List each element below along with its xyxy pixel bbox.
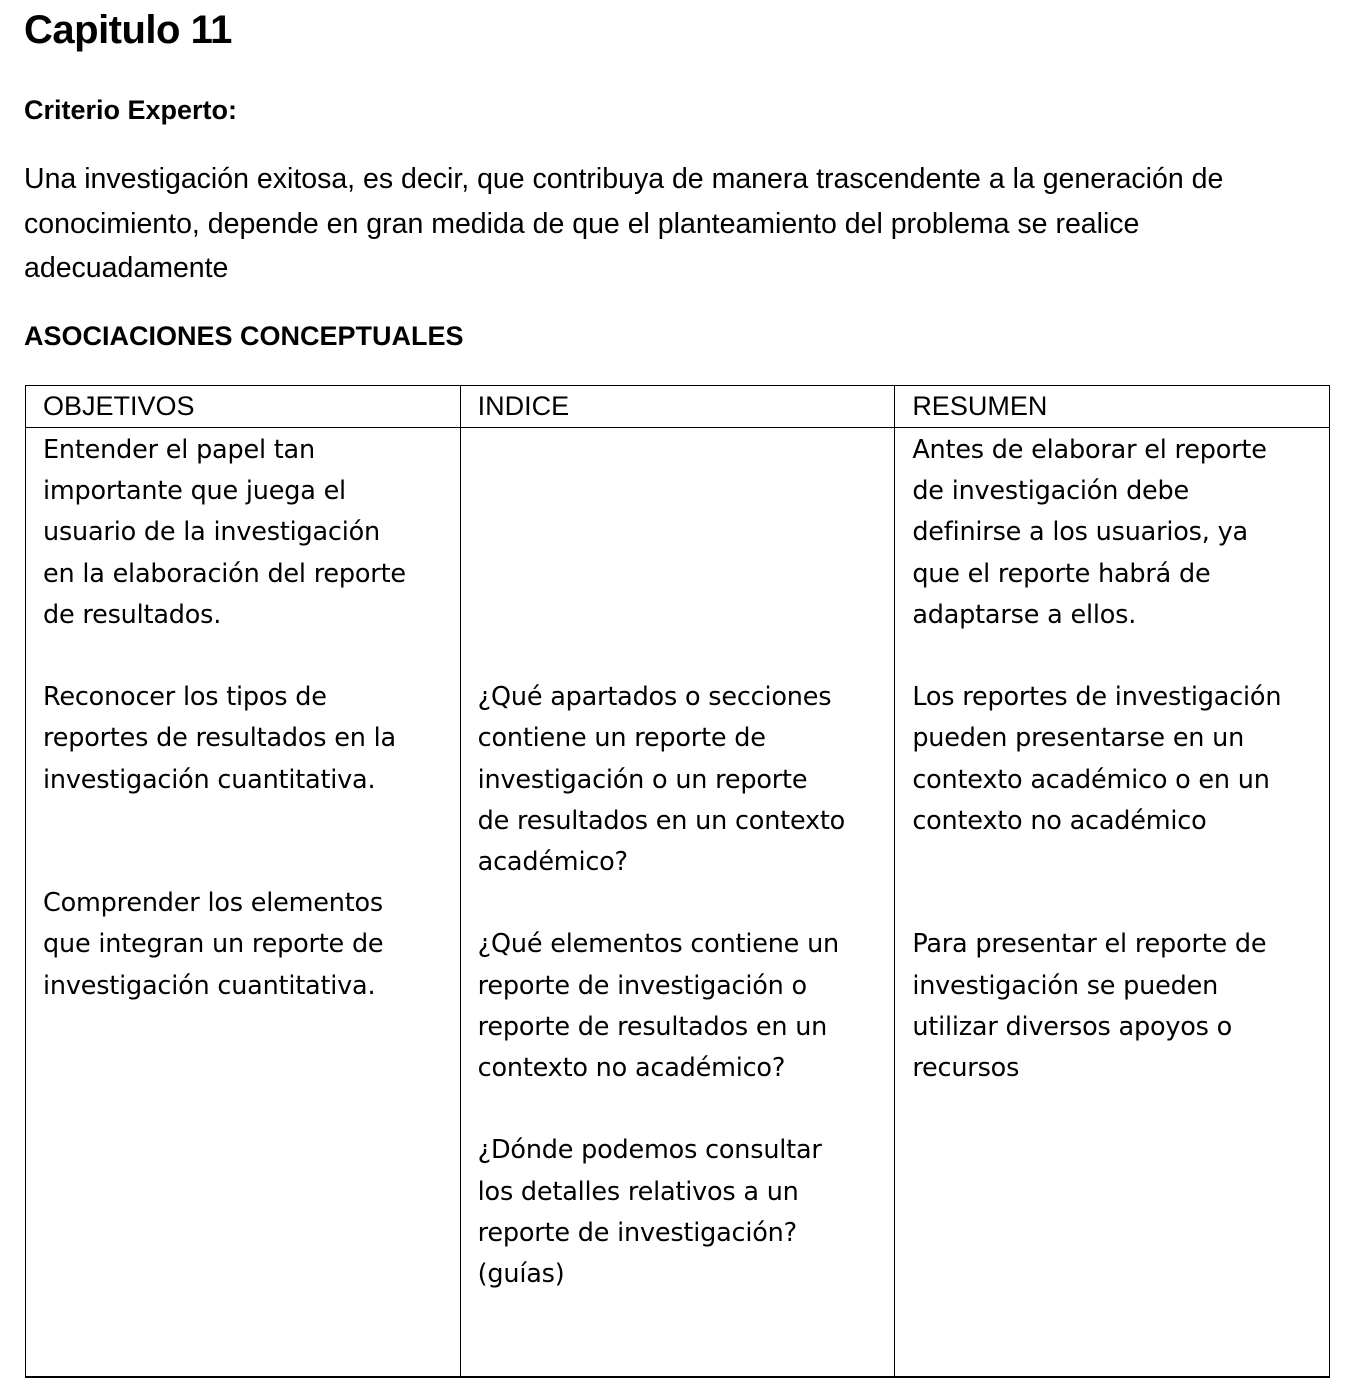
indice-empty [478,430,887,636]
indice-item: ¿Qué apartados o secciones contiene un reporte de investigación o un reporte de resultados en un contexto académico? [477,682,846,877]
resumen-item: Para presentar el reporte de investigación se pueden utilizar diversos apoyos o recursos [912,929,1267,1084]
resumen-item: Los reportes de investigación pueden presentarse en un contexto académico o en un contexto no académico [912,682,1282,836]
header-indice: INDICE [460,386,895,428]
header-resumen: RESUMEN [895,386,1330,428]
associations-table [25,385,1330,1378]
indice-item: ¿Qué elementos contiene un reporte de investigación o reporte de resultados en un contexto no académico? [477,929,839,1083]
header-objetivos: OBJETIVOS [26,386,461,428]
indice-item: ¿Dónde podemos consultar los detalles relativos a un reporte de investigación? (guías) [477,1135,822,1289]
chapter-title: Capitulo 11 [24,8,232,52]
objetivo-item: Entender el papel tan importante que juega el usuario de la investigación en la elaboración del reporte de resultados. [43,435,406,630]
resumen-cell [895,428,1330,1378]
indice-cell [460,428,895,1378]
table-header-row [26,386,1330,428]
table-row [26,428,1330,1378]
objetivo-item: Comprender los elementos que integran un reporte de investigación cuantitativa. [43,888,384,1001]
objetivos-cell [26,428,461,1378]
resumen-item: Antes de elaborar el reporte de investigación debe definirse a los usuarios, ya que el reporte habrá de adaptarse a ellos. [912,435,1267,630]
section-title: ASOCIACIONES CONCEPTUALES [24,321,464,351]
criterio-label: Criterio Experto: [24,95,238,125]
criterio-text: Una investigación exitosa, es decir, que contribuya de manera trascendente a la generación de conocimiento, depende en gran medida de que el planteamiento del problema se realice adecuadamente [24,163,1224,284]
objetivo-item: Reconocer los tipos de reportes de resultados en la investigación cuantitativa. [43,682,396,795]
